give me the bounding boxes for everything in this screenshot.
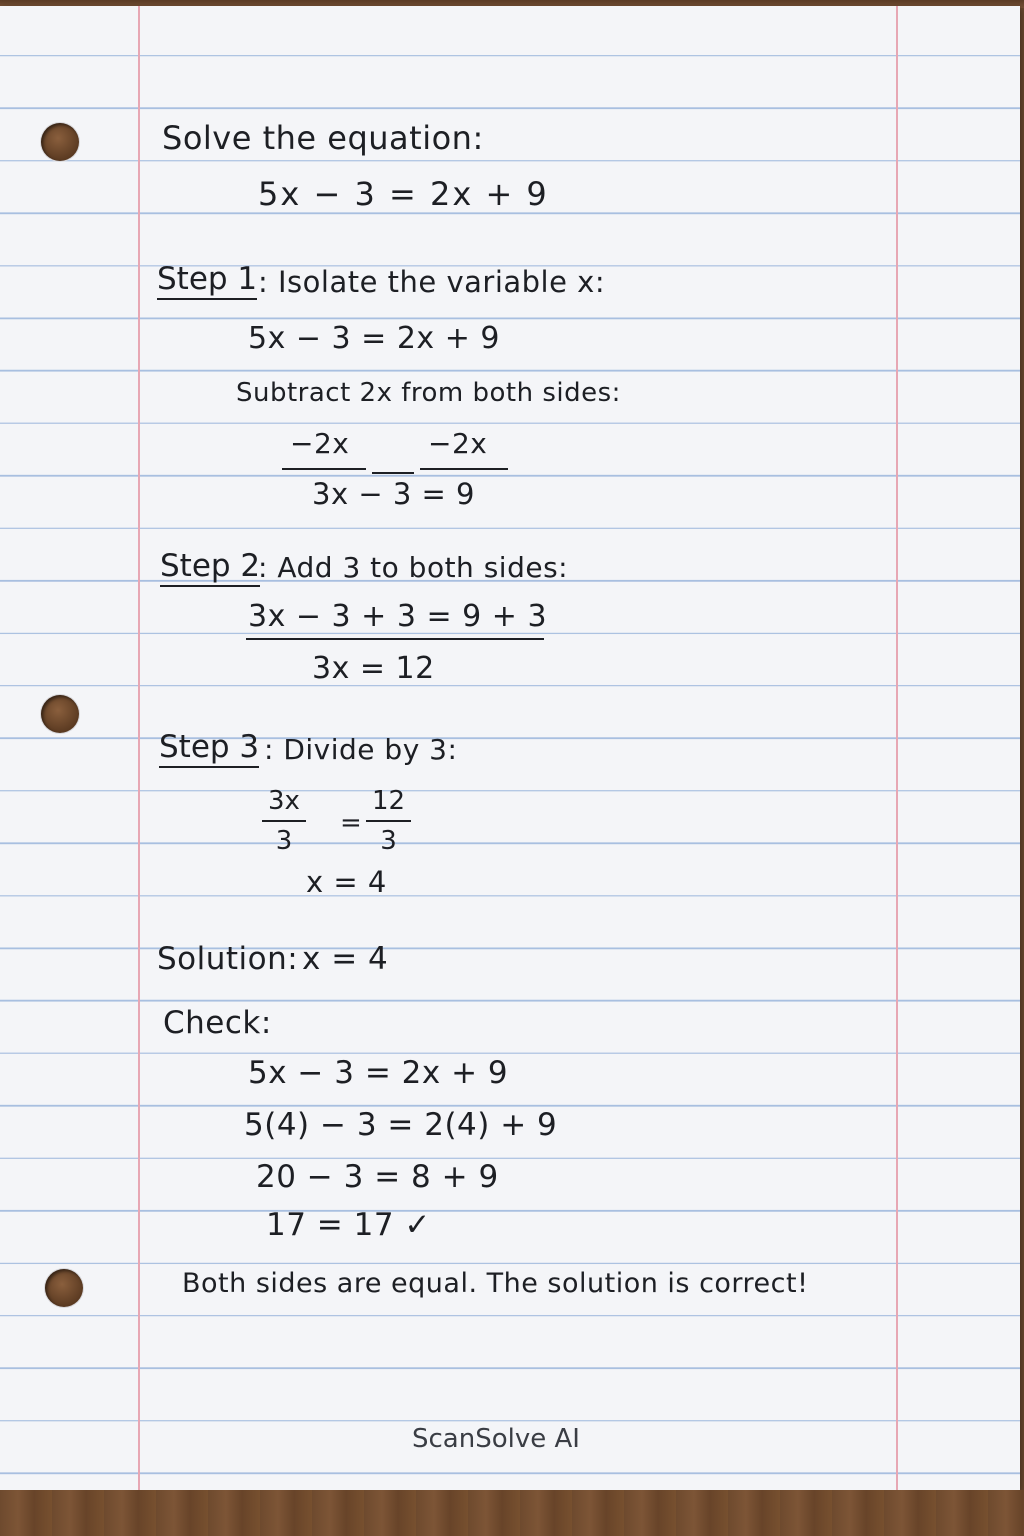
check-line-2: 5(4) − 3 = 2(4) + 9: [244, 1107, 558, 1143]
step1-label: Step 1: [157, 264, 257, 300]
step3-fraction-equals: =: [340, 808, 363, 838]
solution-label: Solution:: [157, 941, 299, 977]
step2-label: Step 2: [160, 551, 260, 587]
step2-underline: [246, 638, 544, 640]
scansolve-footer: ScanSolve AI: [412, 1424, 580, 1454]
left-margin-line: [138, 6, 140, 1490]
step1-result: 3x − 3 = 9: [312, 477, 475, 511]
step1-title: : Isolate the variable x:: [258, 265, 606, 299]
step2-equation: 3x − 3 + 3 = 9 + 3: [248, 599, 548, 634]
step2-result: 3x = 12: [312, 651, 435, 686]
step1-subtract-right: −2x: [428, 427, 488, 460]
problem-equation: 5x − 3 = 2x + 9: [258, 175, 549, 213]
binder-hole-middle: [41, 695, 79, 733]
step3-left-numerator: 3x: [268, 786, 300, 816]
check-line-1: 5x − 3 = 2x + 9: [248, 1055, 509, 1091]
check-line-3: 20 − 3 = 8 + 9: [256, 1159, 499, 1195]
step1-subtract-left: −2x: [290, 427, 350, 460]
step3-right-numerator: 12: [372, 786, 406, 816]
step2-title: : Add 3 to both sides:: [258, 551, 569, 584]
check-label: Check:: [163, 1005, 272, 1041]
step1-underline-right: [420, 468, 508, 470]
step3-left-fraction: [262, 788, 306, 854]
binder-hole-top: [41, 123, 79, 161]
step3-label: Step 3: [159, 732, 259, 768]
step1-equation: 5x − 3 = 2x + 9: [248, 321, 500, 356]
step1-underline-left: [282, 468, 366, 470]
conclusion-text: Both sides are equal. The solution is correct!: [182, 1268, 809, 1299]
notebook-page: [0, 6, 1020, 1490]
problem-prompt: Solve the equation:: [162, 119, 484, 157]
check-line-4: 17 = 17 ✓: [266, 1207, 431, 1243]
step3-right-denominator: 3: [380, 826, 397, 856]
step3-result: x = 4: [306, 865, 387, 899]
step3-left-fraction-bar: [262, 820, 306, 822]
step1-instruction: Subtract 2x from both sides:: [236, 378, 621, 408]
desk-surface-bottom: [0, 1490, 1024, 1536]
step1-underline-gap: [372, 472, 414, 474]
solution-value: x = 4: [302, 941, 389, 977]
step3-right-fraction-bar: [366, 820, 411, 822]
step3-right-fraction: [366, 788, 411, 854]
binder-hole-bottom: [45, 1269, 83, 1307]
step3-title: : Divide by 3:: [264, 733, 458, 766]
right-margin-line: [896, 6, 898, 1490]
step3-left-denominator: 3: [275, 826, 293, 856]
